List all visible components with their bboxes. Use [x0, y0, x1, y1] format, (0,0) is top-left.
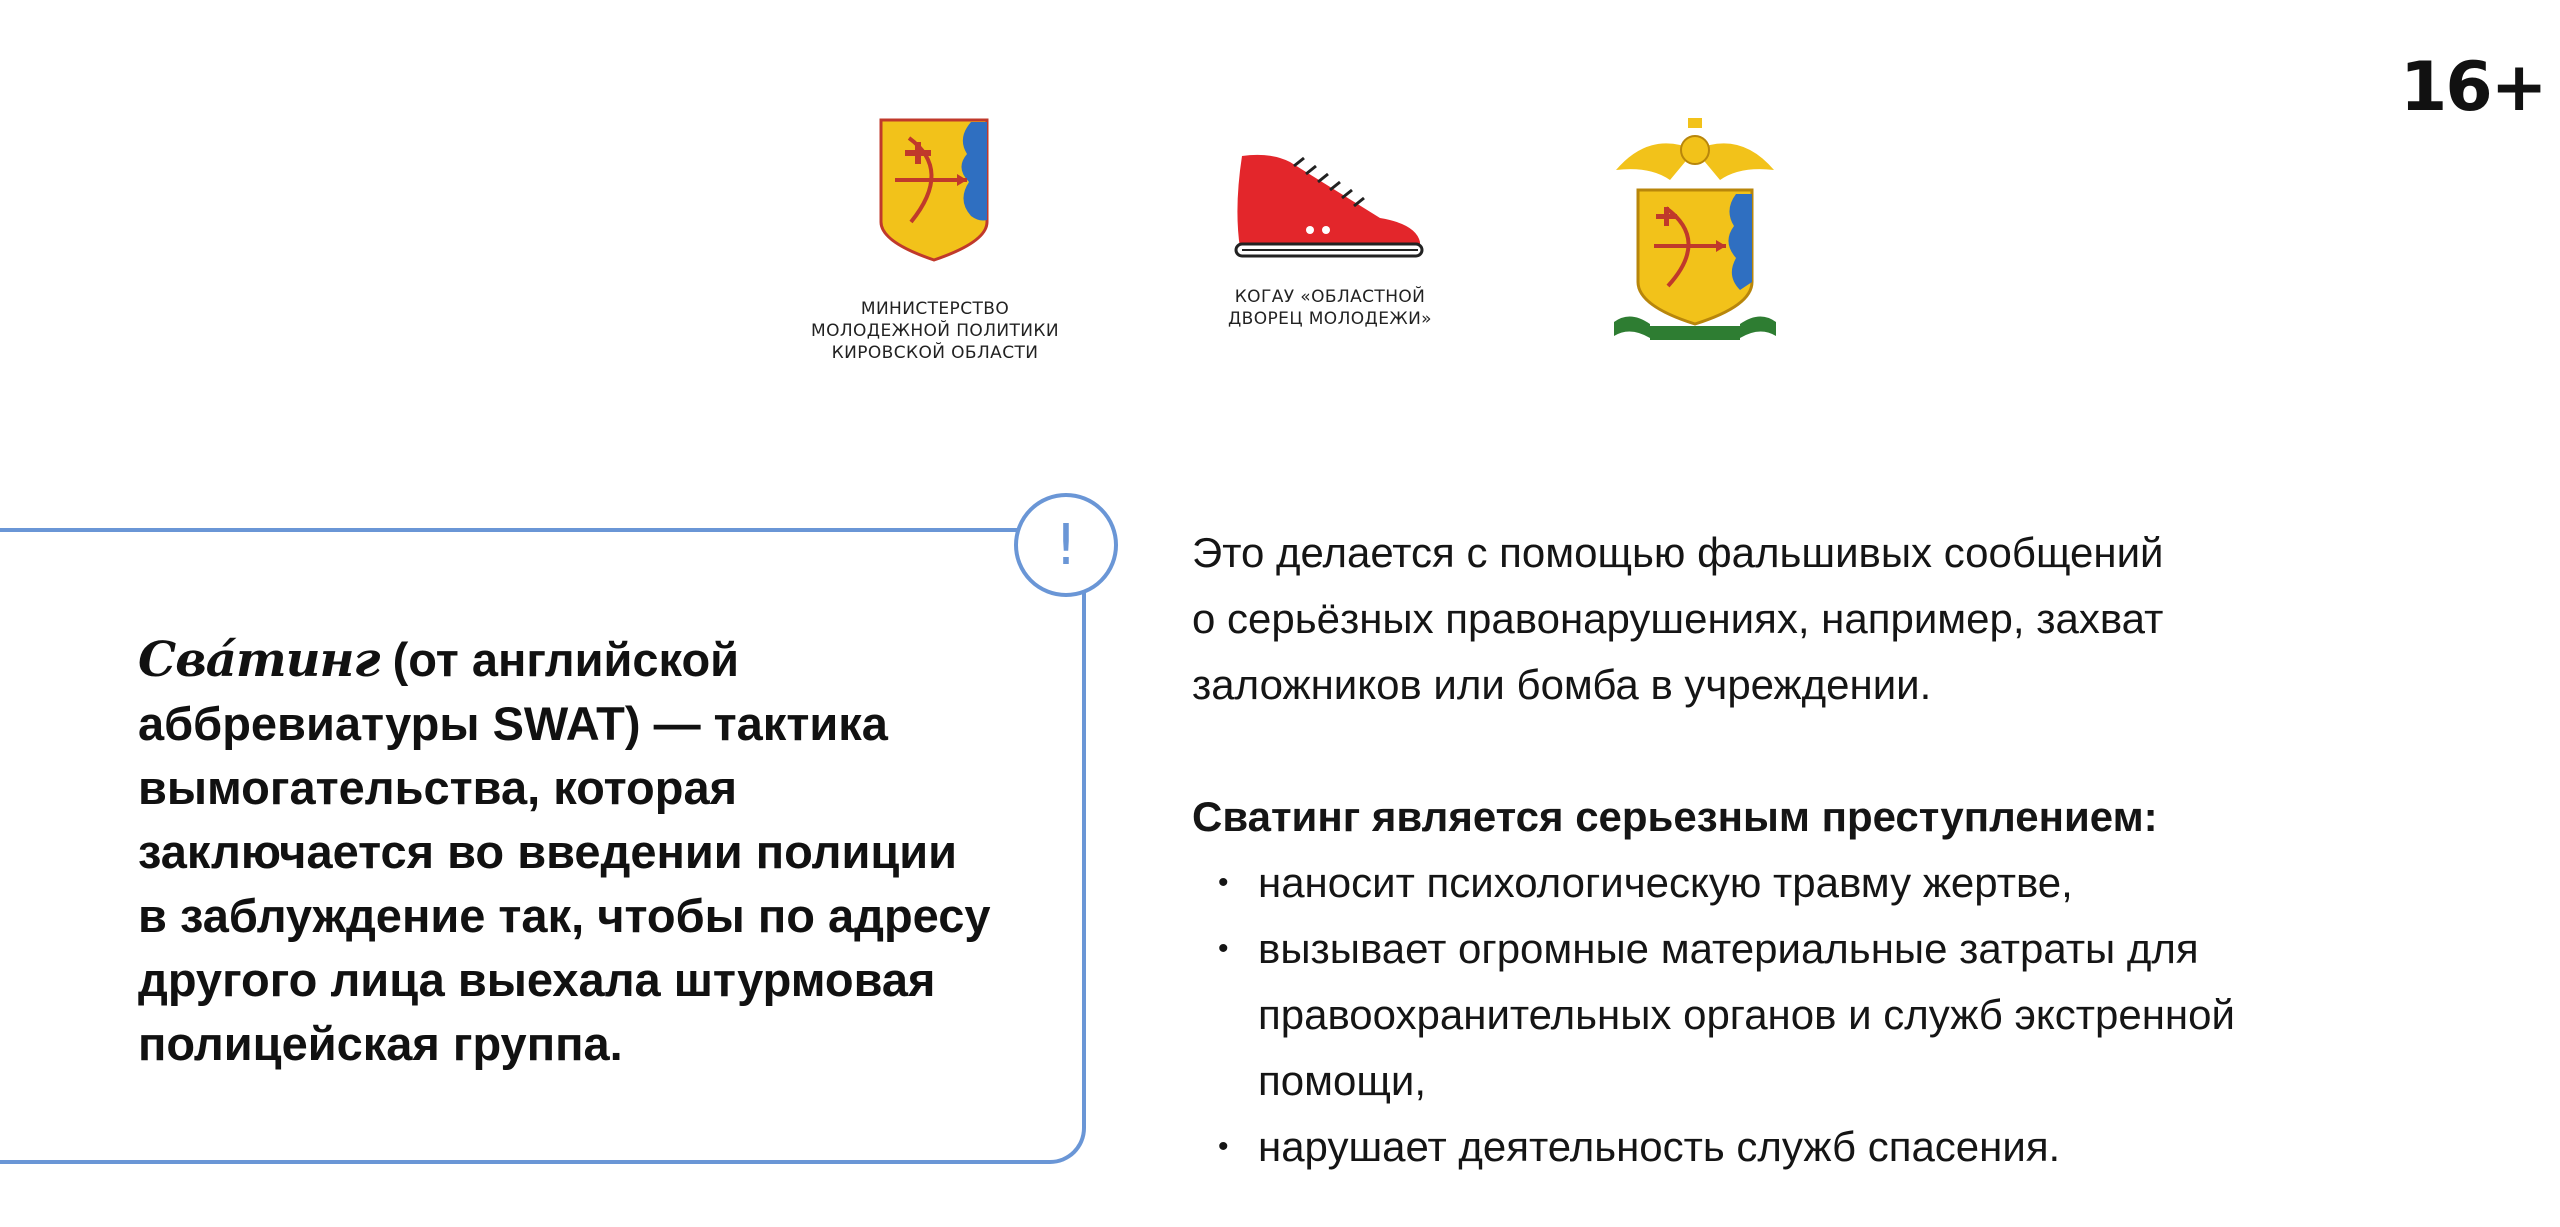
crime-heading: Сватинг является серьезным преступлением:: [1192, 793, 2158, 840]
definition-line-3: вымогательства, которая: [138, 761, 738, 814]
list-item: [1192, 1114, 2512, 1180]
definition-line-4: заключается во введении полиции: [138, 825, 958, 878]
bullet-1-line-1: наносит психологическую травму жертве,: [1258, 859, 2073, 906]
explanation-block: [1192, 520, 2512, 1180]
age-rating: 16+: [2400, 48, 2546, 127]
definition-line-6: другого лица выехала штурмовая: [138, 953, 936, 1006]
youth-palace-caption-line-2: ДВОРЕЦ МОЛОДЕЖИ»: [1228, 309, 1432, 329]
intro-line-1: Это делается с помощью фальшивых сообщений: [1192, 529, 2164, 576]
police-logo: [1610, 110, 1780, 360]
intro-paragraph: [1192, 520, 2512, 718]
exclamation-icon: !: [1014, 493, 1118, 597]
youth-palace-logo: [1190, 148, 1470, 330]
ministry-caption-line-3: КИРОВСКОЙ ОБЛАСТИ: [831, 343, 1039, 363]
bullet-icon: •: [1218, 866, 1229, 899]
bullet-3-line-1: нарушает деятельность служб спасения.: [1258, 1123, 2061, 1170]
ministry-caption-line-2: МОЛОДЕЖНОЙ ПОЛИТИКИ: [811, 321, 1059, 341]
definition-line-5: в заблуждение так, чтобы по адресу: [138, 889, 991, 942]
definition-text: [138, 628, 1058, 1076]
bullet-2-line-1: вызывает огромные материальные затраты для: [1258, 925, 2199, 972]
bullet-2-line-3: помощи,: [1258, 1057, 1427, 1104]
kirov-coat-of-arms-icon: [875, 110, 995, 270]
ministry-logo: [790, 110, 1080, 364]
intro-line-3: заложников или бомба в учреждении.: [1192, 661, 1932, 708]
bullet-icon: •: [1218, 1130, 1229, 1163]
red-sneaker-icon: [1230, 148, 1430, 268]
definition-line-1: (от английской: [392, 633, 740, 686]
list-item: [1192, 916, 2512, 1114]
ministry-caption-line-1: МИНИСТЕРСТВО: [860, 299, 1010, 319]
bullet-icon: •: [1218, 932, 1229, 965]
list-item: [1192, 850, 2512, 916]
term-swatting: Сва́тинг: [138, 632, 380, 688]
bullet-2-line-2: правоохранительных органов и служб экстренной: [1258, 991, 2235, 1038]
police-emblem-icon: [1610, 110, 1780, 360]
definition-line-7: полицейская группа.: [138, 1017, 623, 1070]
consequences-list: [1192, 850, 2512, 1180]
definition-line-2: аббревиатуры SWAT) — тактика: [138, 697, 888, 750]
youth-palace-caption-line-1: КОГАУ «ОБЛАСТНОЙ: [1234, 287, 1426, 307]
intro-line-2: о серьёзных правонарушениях, например, захват: [1192, 595, 2164, 642]
